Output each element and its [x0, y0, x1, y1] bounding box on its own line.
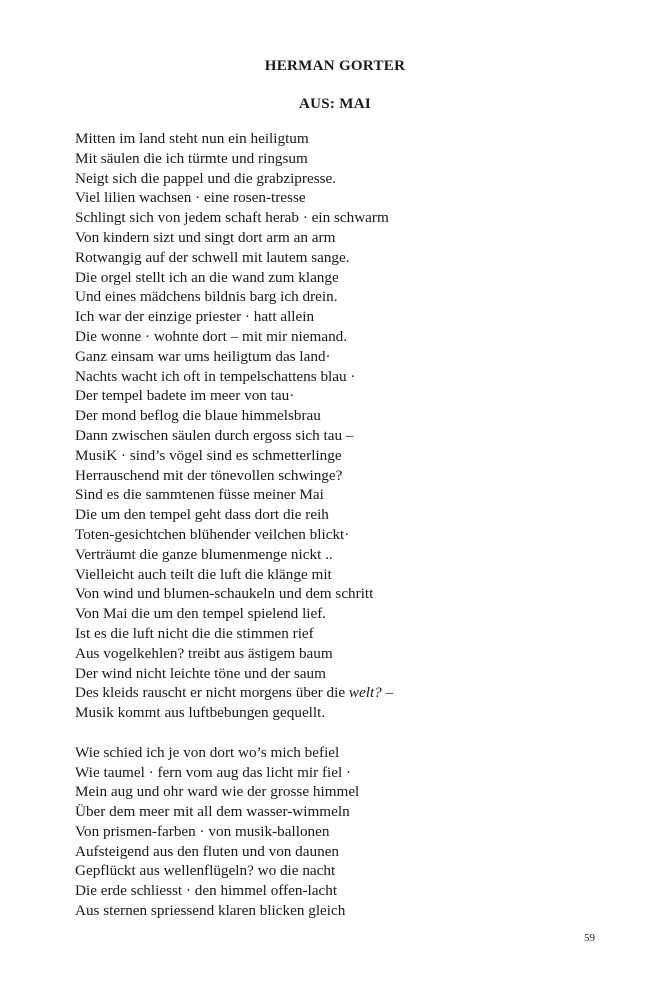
poem-line: Von prismen-farben · von musik-ballonen — [75, 822, 330, 840]
poem-line: Herrauschend mit der tönevollen schwinge? — [75, 466, 343, 484]
stanza-2 — [75, 743, 615, 921]
poem-line: Verträumt die ganze blumenmenge nickt .. — [75, 545, 333, 563]
poem-line: Schlingt sich von jedem schaft herab · ein schwarm — [75, 209, 389, 227]
poem-line: Neigt sich die pappel und die grabzipresse. — [75, 169, 337, 187]
poem-line: Von kindern sizt und singt dort arm an arm — [75, 228, 336, 246]
poem-line: Ganz einsam war ums heiligtum das land· — [75, 347, 331, 365]
poem-line: Die orgel stellt ich an die wand zum klange — [75, 268, 339, 286]
poem-line: Nachts wacht ich oft in tempelschattens blau · — [75, 367, 356, 385]
poem-line: Der tempel badete im meer von tau· — [75, 387, 295, 405]
line-text: Des kleids rauscht er nicht morgens über die — [75, 684, 349, 702]
poem-line: Aus sternen spriessend klaren blicken gleich — [75, 902, 346, 920]
poem-line: Dann zwischen säulen durch ergoss sich tau – — [75, 426, 354, 444]
poem-line: Toten-gesichtchen blühender veilchen blickt· — [75, 525, 350, 543]
poem-line: Von Mai die um den tempel spielend lief. — [75, 605, 327, 623]
poem-line-with-italic — [75, 683, 615, 703]
poem-line: Wie schied ich je von dort wo’s mich befiel — [75, 743, 340, 761]
poem-line: Viel lilien wachsen · eine rosen-tresse — [75, 189, 306, 207]
poem-line: Aus vogelkehlen? treibt aus ästigem baum — [75, 644, 333, 662]
poem-line: Die um den tempel geht dass dort die reih — [75, 506, 329, 524]
poem-line: MusiK · sind’s vögel sind es schmetterlinge — [75, 446, 342, 464]
poem-line: Mein aug und ohr ward wie der grosse himmel — [75, 783, 360, 801]
poem-line: Sind es die sammtenen füsse meiner Mai — [75, 486, 324, 504]
poem-line: Mit säulen die ich türmte und ringsum — [75, 149, 308, 167]
poem-line: Rotwangig auf der schwell mit lautem sange. — [75, 248, 350, 266]
poem-line: Die wonne · wohnte dort – mit mir niemand. — [75, 327, 348, 345]
poem-body — [75, 129, 615, 921]
poem-line: Über dem meer mit all dem wasser-wimmeln — [75, 803, 350, 821]
poem-line: Ist es die luft nicht die die stimmen rief — [75, 624, 314, 642]
poem-line: Aufsteigend aus den fluten und von daunen — [75, 842, 340, 860]
poem-line: Mitten im land steht nun ein heiligtum — [75, 130, 309, 147]
poem-line: Der mond beflog die blaue himmelsbrau — [75, 407, 321, 425]
poem-line: Gepflückt aus wellenflügeln? wo die nacht — [75, 862, 336, 880]
poem-line: Wie taumel · fern vom aug das licht mir fiel · — [75, 763, 352, 781]
stanza-1 — [75, 129, 615, 723]
page-number: 59 — [584, 932, 595, 944]
poem-title: AUS: MAI — [299, 96, 371, 112]
line-text: – — [381, 684, 394, 702]
poem-line: Vielleicht auch teilt die luft die klänge mit — [75, 565, 332, 583]
poem-line: Der wind nicht leichte töne und der saum — [75, 664, 326, 682]
poem-line: Ich war der einzige priester · hatt allein — [75, 308, 315, 326]
italic-word: welt? — [348, 684, 382, 702]
poem-line: Von wind und blumen-schaukeln und dem schritt — [75, 585, 374, 603]
poem-author: HERMAN GORTER — [264, 58, 406, 74]
poem-line: Und eines mädchens bildnis barg ich drein. — [75, 288, 338, 306]
poem-line: Die erde schliesst · den himmel offen-lacht — [75, 882, 338, 900]
poem-line: Musik kommt aus luftbebungen gequellt. — [75, 704, 326, 722]
